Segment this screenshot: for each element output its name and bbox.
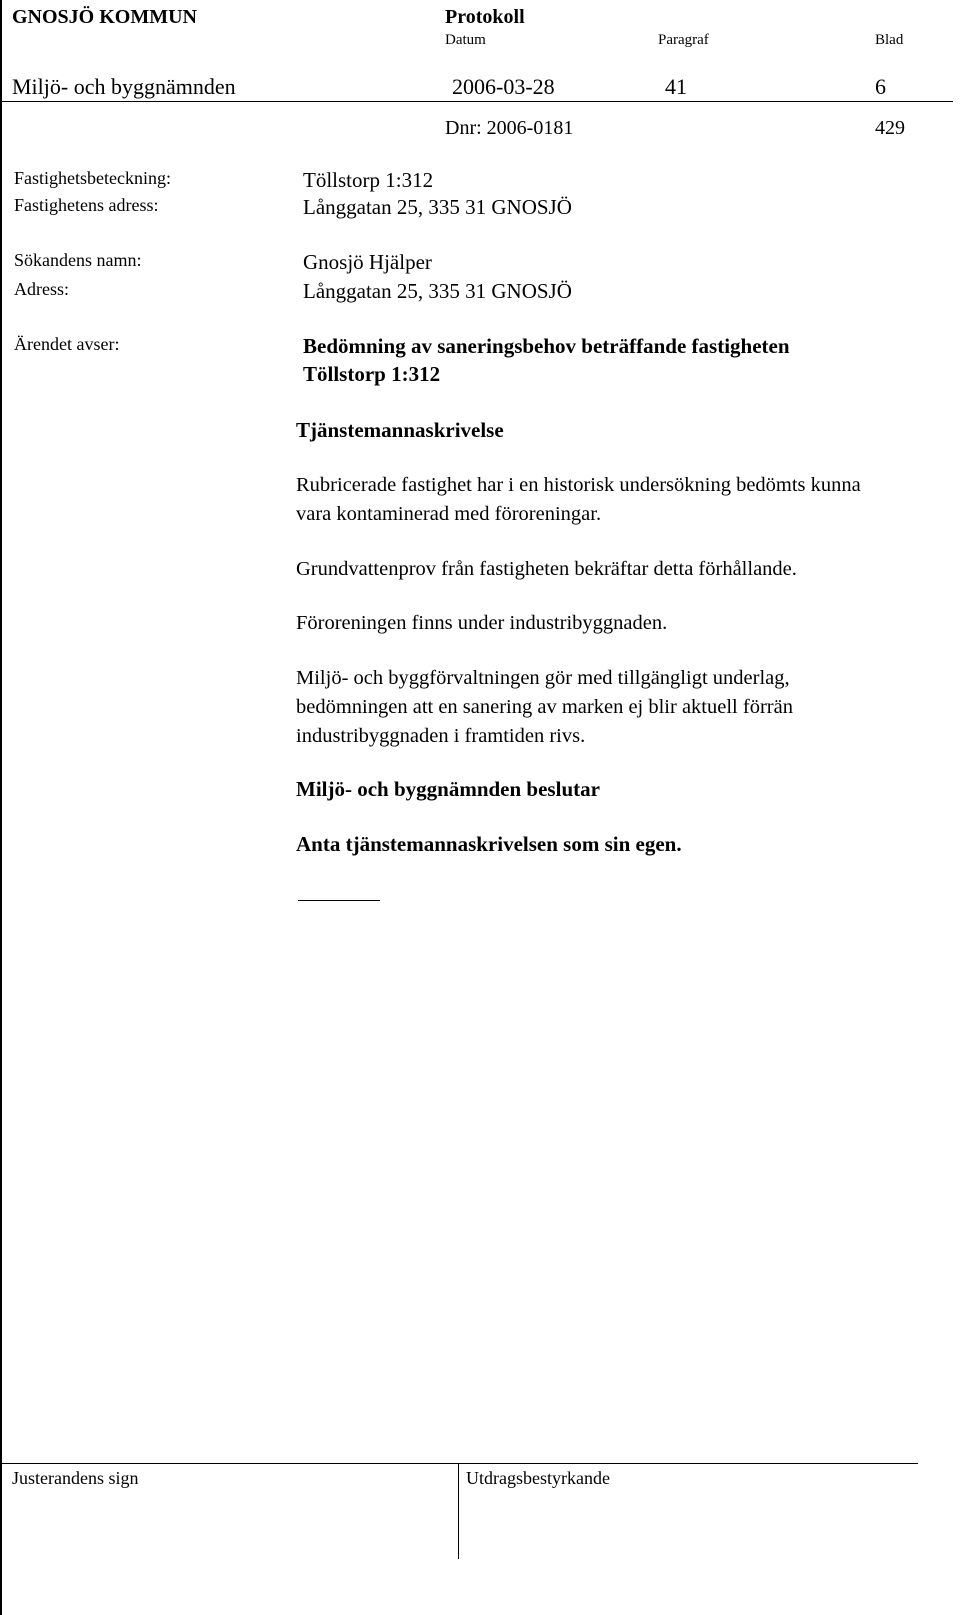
section-heading: Tjänstemannaskrivelse xyxy=(296,418,504,442)
arendet-label: Ärendet avser: xyxy=(14,334,120,354)
sokandens-namn-value: Gnosjö Hjälper xyxy=(303,250,432,274)
fastighetens-adress-label: Fastighetens adress: xyxy=(14,195,159,215)
justerandens-sign-label: Justerandens sign xyxy=(12,1468,139,1488)
paragraph-1-line1: Rubricerade fastighet har i en historisk undersökning bedömts kunna xyxy=(296,474,861,496)
committee-name: Miljö- och byggnämnden xyxy=(12,74,236,99)
end-rule xyxy=(298,900,380,901)
paragraph-4-line2: bedömningen att en sanering av marken ej blir aktuell förrän xyxy=(296,696,793,718)
fastighetsbeteckning-label: Fastighetsbeteckning: xyxy=(14,168,171,188)
column-label-blad: Blad xyxy=(875,32,904,48)
adress-label: Adress: xyxy=(14,279,69,299)
footer-divider xyxy=(458,1463,459,1559)
dnr-page: 429 xyxy=(875,117,905,139)
decision-heading: Miljö- och byggnämnden beslutar xyxy=(296,777,600,801)
paragraph-1-line2: vara kontaminerad med föroreningar. xyxy=(296,503,602,525)
utdragsbestyrkande-label: Utdragsbestyrkande xyxy=(466,1468,610,1488)
page-number: 6 xyxy=(875,74,886,99)
arendet-value-line1: Bedömning av saneringsbehov beträffande fastigheten xyxy=(303,334,790,358)
adress-value: Långgatan 25, 335 31 GNOSJÖ xyxy=(303,279,572,303)
paragraph-3: Föroreningen finns under industribyggnaden. xyxy=(296,612,668,634)
meeting-date: 2006-03-28 xyxy=(452,74,555,99)
fastighetsbeteckning-value: Töllstorp 1:312 xyxy=(303,168,434,192)
paragraph-2: Grundvattenprov från fastigheten bekräftar detta förhållande. xyxy=(296,558,797,580)
decision-text: Anta tjänstemannaskrivelsen som sin egen. xyxy=(296,832,682,856)
left-margin-rule xyxy=(0,0,2,1615)
column-label-paragraf: Paragraf xyxy=(658,32,709,48)
paragraph-4-line1: Miljö- och byggförvaltningen gör med tillgängligt underlag, xyxy=(296,667,790,689)
fastighetens-adress-value: Långgatan 25, 335 31 GNOSJÖ xyxy=(303,195,572,219)
sokandens-namn-label: Sökandens namn: xyxy=(14,250,142,270)
column-label-datum: Datum xyxy=(445,32,486,48)
paragraph-number: 41 xyxy=(665,74,687,99)
document-type: Protokoll xyxy=(445,6,525,28)
header-rule xyxy=(0,101,953,102)
footer-rule xyxy=(0,1463,918,1464)
dnr-number: Dnr: 2006-0181 xyxy=(445,117,574,139)
paragraph-4-line3: industribyggnaden i framtiden rivs. xyxy=(296,725,586,747)
arendet-value-line2: Töllstorp 1:312 xyxy=(303,362,441,386)
organization-name: GNOSJÖ KOMMUN xyxy=(12,6,197,28)
